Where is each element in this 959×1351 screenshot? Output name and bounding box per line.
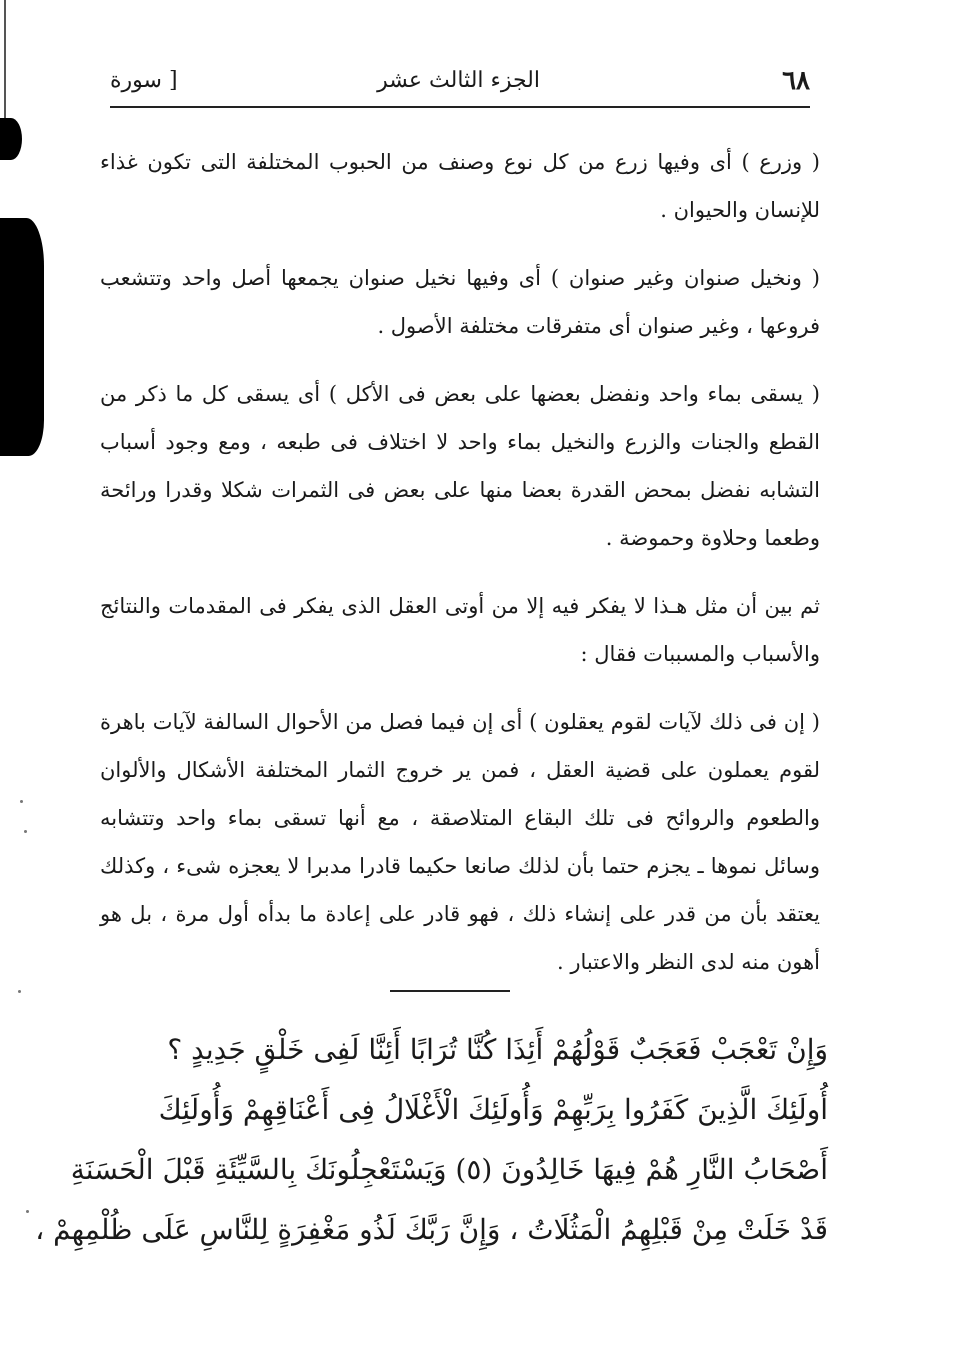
scan-speck (24, 830, 27, 833)
commentary-paragraph: ثم بين أن مثل هـذا لا يفكر فيه إلا من أوتى العقل الذى يفكر فى المقدمات والنتائج والأسباب والمسببات فقال : (100, 594, 820, 666)
quran-verses (35, 1020, 828, 1260)
scan-artifact-top (0, 118, 22, 160)
verse-line: وَإِنْ تَعْجَبْ فَعَجَبٌ قَوْلُهُمْ أَئِذَا كُنَّا تُرَابًا أَئِنَّا لَفِى خَلْقٍ جَدِيدٍ ؟ (167, 1033, 828, 1066)
page-number: ٦٨ (782, 66, 810, 96)
scan-artifact-side (0, 218, 44, 456)
page-header (110, 62, 810, 106)
commentary-paragraph: ( إن فى ذلك لآيات لقوم يعقلون ) أى إن فيما فصل من الأحوال السالفة لآيات باهرة لقوم يعملون على قضية العقل ، فمن ير خروج الثمار المختلفة الأشكال والألوان والطعوم والروائح فى تلك البقاع المتلاصقة ، مع أنها تسقى بماء واحد وتتشابه وسائل نموها ـ يجزم حتما بأن لذلك صانعا حكيما قادرا مدبرا لا يعجزه شىء ، وكذلك يعتقد بأن من قدر على إنشاء ذلك ، فهو قادر على إعادة ما بدأه أول مرة ، بل هو أهون منه لدى النظر والاعتبار . (100, 710, 820, 974)
scan-speck (18, 990, 21, 993)
running-title: الجزء الثالث عشر (377, 68, 540, 93)
commentary-paragraph: ( يسقى بماء واحد ونفضل بعضها على بعض فى الأكل ) أى يسقى كل ما ذكر من القطع والجنات والزرع والنخيل بماء واحد لا اختلاف فى طبعه ، ومع وجود أسباب التشابه نفضل بمحض القدرة بعضا منها على بعض فى الثمرات شكلا وقدرا ورائحة وطعما وحلاوة وحموضة . (100, 382, 820, 550)
verse-line: أَصْحَابُ النَّارِ هُمْ فِيهَا خَالِدُونَ (٥) وَيَسْتَعْجِلُونَكَ بِالسَّيِّئَةِ قَبْلَ الْحَسَنَةِ (70, 1153, 828, 1186)
verse-line: قَدْ خَلَتْ مِنْ قَبْلِهِمُ الْمَثُلَاتُ ، وَإِنَّ رَبَّكَ لَذُو مَغْفِرَةٍ لِلنَّاسِ عَلَى ظُلْمِهِمْ ، (35, 1213, 828, 1246)
commentary-paragraph: ( ونخيل صنوان وغير صنوان ) أى وفيها نخيل صنوان يجمعها أصل واحد وتتشعب فروعها ، وغير صنوان أى متفرقات مختلفة الأصول . (100, 266, 820, 338)
scan-edge-line (4, 0, 6, 130)
section-separator (390, 990, 510, 992)
scan-speck (26, 1210, 29, 1213)
header-rule (110, 106, 810, 108)
scan-speck (20, 800, 23, 803)
surah-label: [ سورة (110, 68, 178, 93)
commentary-body (100, 138, 820, 1006)
commentary-paragraph: ( وزرع ) أى وفيها زرع من كل نوع وصنف من الحبوب المختلفة التى تكون غذاء للإنسان والحيوان . (100, 150, 820, 222)
verse-line: أُولَئِكَ الَّذِينَ كَفَرُوا بِرَبِّهِمْ وَأُولَئِكَ الْأَغْلَالُ فِى أَعْنَاقِهِمْ وَأُولَئِكَ (158, 1093, 828, 1126)
